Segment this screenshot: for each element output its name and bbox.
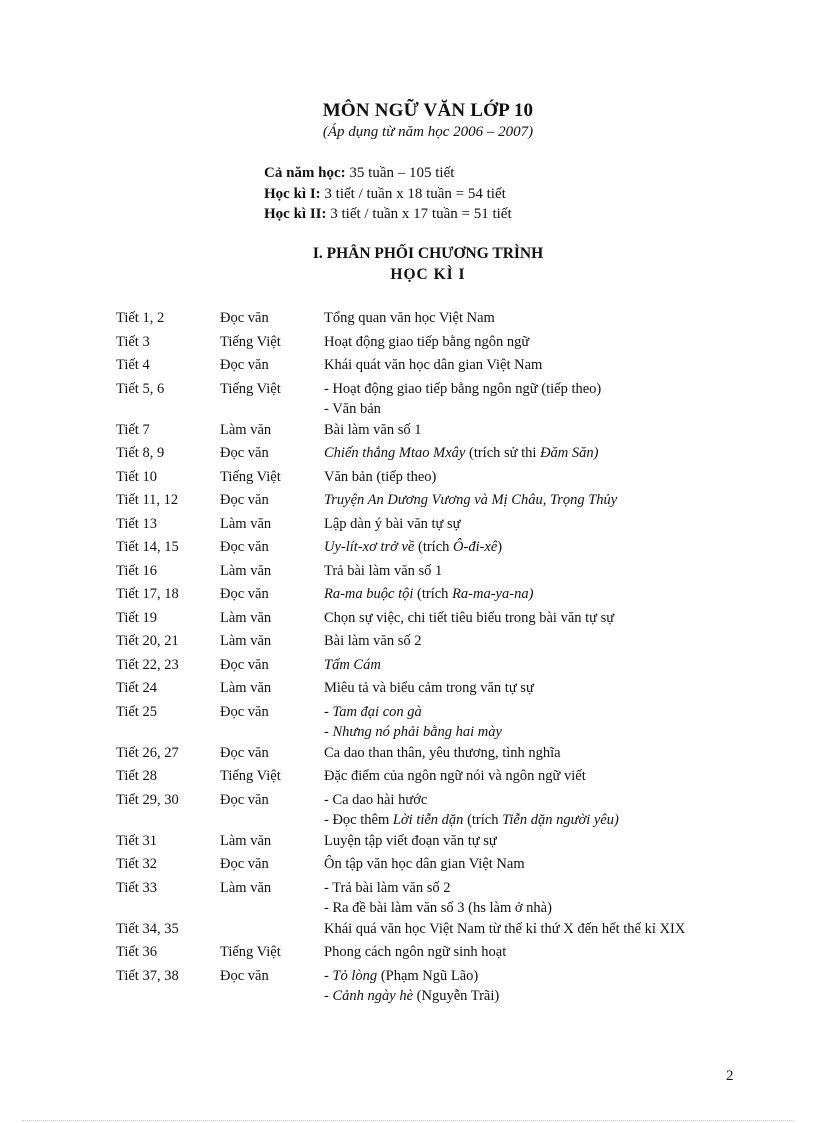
lesson-number: Tiết 8, 9: [116, 445, 165, 461]
content-line: [324, 490, 726, 511]
lesson-type: Đọc văn: [220, 744, 269, 761]
lesson-type: Đọc văn: [220, 445, 269, 461]
content-line: [324, 514, 726, 535]
content-text: Ôn tập văn học dân gian Việt Nam: [324, 856, 525, 872]
content-text: Tiễn dặn người yêu): [502, 812, 619, 828]
lesson-type: Làm văn: [220, 680, 272, 696]
lesson-content: [324, 702, 726, 743]
lesson-content: [324, 537, 726, 558]
content-line: [324, 810, 726, 831]
table-row: [116, 878, 726, 919]
table-row: [116, 561, 726, 585]
content-line: [324, 743, 726, 764]
table-row: [116, 790, 726, 831]
lesson-content: [324, 584, 726, 605]
lesson-type: Đọc văn: [220, 967, 269, 984]
table-row: [116, 537, 726, 561]
table-row: [116, 631, 726, 655]
content-text: Cảnh ngày hè: [332, 988, 414, 1004]
lesson-number: Tiết 26, 27: [116, 744, 179, 761]
lesson-number: Tiết 1, 2: [116, 310, 165, 326]
lesson-number: Tiết 36: [116, 944, 157, 960]
table-row: [116, 332, 726, 356]
content-line: [324, 766, 726, 787]
table-row: [116, 942, 726, 966]
page-title: MÔN NGỮ VĂN LỚP 10: [322, 100, 534, 121]
lesson-content: [324, 608, 726, 629]
summary-year: [264, 165, 454, 182]
section-title: I. PHÂN PHỐI CHƯƠNG TRÌNH: [312, 245, 544, 262]
lesson-number: Tiết 13: [116, 515, 157, 532]
page-divider: [22, 1120, 794, 1121]
lesson-type: Làm văn: [220, 515, 272, 532]
content-text: (trích: [463, 812, 503, 828]
lesson-content: [324, 919, 726, 940]
content-text: ): [497, 539, 503, 555]
table-row: [116, 379, 726, 420]
content-text: Khái quá văn học Việt Nam từ thế kỉ thứ X đến hết thế kỉ XIX: [324, 920, 686, 937]
content-text: Ca dao than thân, yêu thương, tình nghĩa: [324, 744, 561, 761]
content-text: Bài làm văn số 1: [324, 421, 422, 438]
lesson-type: Tiếng Việt: [220, 380, 281, 397]
content-line: [324, 678, 726, 699]
content-text: - Đọc thêm: [324, 812, 393, 828]
summary-hk1-label: Học kì I:: [264, 186, 321, 202]
content-text: (trích: [414, 539, 454, 555]
content-line: [324, 332, 726, 353]
lesson-number: Tiết 31: [116, 832, 157, 849]
lesson-number: Tiết 19: [116, 609, 157, 626]
lesson-type: Tiếng Việt: [220, 944, 281, 960]
lesson-number: Tiết 24: [116, 680, 157, 696]
lesson-content: [324, 766, 726, 787]
lesson-number: Tiết 37, 38: [116, 967, 179, 984]
lesson-number: Tiết 25: [116, 703, 157, 720]
content-text: - Trả bài làm văn số 2: [324, 879, 451, 896]
lesson-number: Tiết 34, 35: [116, 920, 179, 937]
content-text: - Văn bản: [324, 401, 381, 417]
lesson-type: Đọc văn: [220, 586, 269, 602]
lesson-content: [324, 308, 726, 329]
lesson-number: Tiết 3: [116, 333, 150, 350]
table-row: [116, 655, 726, 679]
lesson-content: [324, 467, 726, 488]
lesson-type: Đọc văn: [220, 310, 269, 326]
content-text: Tấm Cám: [324, 656, 381, 673]
page-subtitle: (Áp dụng từ năm học 2006 – 2007): [322, 124, 534, 140]
lesson-type: Làm văn: [220, 633, 272, 649]
table-row: [116, 831, 726, 855]
lesson-type: Làm văn: [220, 879, 272, 896]
content-line: [324, 966, 726, 987]
table-row: [116, 308, 726, 332]
semester-title: HỌC KÌ I: [390, 266, 466, 283]
lesson-content: [324, 878, 726, 919]
content-line: [324, 584, 726, 605]
lesson-content: [324, 332, 726, 353]
lesson-number: Tiết 29, 30: [116, 791, 179, 808]
lesson-content: [324, 355, 726, 376]
summary-hk1: [264, 186, 506, 203]
content-line: [324, 420, 726, 441]
table-row: [116, 443, 726, 467]
content-text: Truyện An Dương Vương và Mị Châu, Trọng Thủy: [324, 492, 618, 508]
content-text: -: [324, 988, 333, 1004]
content-line: [324, 898, 726, 919]
content-line: [324, 443, 726, 464]
content-text: Ra-ma buộc tội: [324, 586, 414, 602]
content-line: [324, 608, 726, 629]
table-row: [116, 514, 726, 538]
table-row: [116, 919, 726, 943]
summary-hk2-value: 3 tiết / tuần x 17 tuần = 51 tiết: [330, 206, 512, 222]
lesson-content: [324, 942, 726, 963]
lesson-content: [324, 631, 726, 652]
table-row: [116, 584, 726, 608]
content-text: Đăm Săn): [540, 445, 599, 461]
content-text: Bài làm văn số 2: [324, 633, 422, 649]
lesson-type: Làm văn: [220, 832, 272, 849]
content-text: Văn bản (tiếp theo): [324, 468, 437, 485]
summary-hk2: [264, 206, 512, 223]
table-row: [116, 743, 726, 767]
content-line: [324, 986, 726, 1007]
content-line: [324, 790, 726, 811]
content-line: [324, 655, 726, 676]
lesson-number: Tiết 16: [116, 562, 157, 579]
content-line: [324, 379, 726, 400]
content-text: Phong cách ngôn ngữ sinh hoạt: [324, 944, 507, 960]
content-text: Ra-ma-ya-na): [452, 586, 534, 602]
table-row: [116, 355, 726, 379]
table-row: [116, 467, 726, 491]
lesson-number: Tiết 20, 21: [116, 633, 179, 649]
content-text: (trích: [413, 586, 453, 602]
content-text: Ô-đi-xê: [453, 539, 498, 555]
lesson-content: [324, 490, 726, 511]
lesson-content: [324, 514, 726, 535]
content-line: [324, 308, 726, 329]
content-text: Luyện tập viết đoạn văn tự sự: [324, 832, 497, 849]
lesson-number: Tiết 14, 15: [116, 539, 179, 555]
lesson-type: Đọc văn: [220, 492, 269, 508]
lesson-type: Đọc văn: [220, 539, 269, 555]
content-text: (Phạm Ngũ Lão): [377, 967, 479, 984]
content-text: Đặc điểm của ngôn ngữ nói và ngôn ngữ viết: [324, 768, 586, 784]
lesson-content: [324, 379, 726, 420]
content-text: Nhưng nó phải bằng hai mày: [332, 724, 502, 740]
lesson-type: Tiếng Việt: [220, 468, 281, 485]
lesson-type: Làm văn: [220, 562, 272, 579]
content-line: [324, 561, 726, 582]
content-text: Tam đại con gà: [332, 703, 422, 720]
content-line: [324, 722, 726, 743]
content-text: Tổng quan văn học Việt Nam: [324, 310, 495, 326]
lesson-content: [324, 655, 726, 676]
lesson-number: Tiết 11, 12: [116, 492, 179, 508]
lesson-number: Tiết 33: [116, 879, 157, 896]
lesson-type: Đọc văn: [220, 656, 269, 673]
content-line: [324, 942, 726, 963]
lesson-type: Làm văn: [220, 421, 272, 438]
lesson-number: Tiết 28: [116, 768, 157, 784]
table-row: [116, 678, 726, 702]
content-text: - Ca dao hài hước: [324, 791, 428, 808]
content-text: -: [324, 724, 333, 740]
table-row: [116, 766, 726, 790]
page-number: 2: [726, 1068, 734, 1084]
lesson-type: Làm văn: [220, 609, 272, 626]
summary-hk1-value: 3 tiết / tuần x 18 tuần = 54 tiết: [324, 186, 506, 202]
content-line: [324, 831, 726, 852]
content-line: [324, 467, 726, 488]
lesson-number: Tiết 5, 6: [116, 380, 165, 397]
content-text: Khái quát văn học dân gian Việt Nam: [324, 357, 543, 373]
table-row: [116, 854, 726, 878]
lesson-number: Tiết 10: [116, 468, 157, 485]
lesson-number: Tiết 4: [116, 357, 150, 373]
summary-year-label: Cả năm học:: [264, 165, 346, 181]
lesson-content: [324, 854, 726, 875]
lesson-number: Tiết 22, 23: [116, 656, 179, 673]
lesson-type: Đọc văn: [220, 357, 269, 373]
lesson-type: Đọc văn: [220, 856, 269, 872]
lesson-content: [324, 561, 726, 582]
lesson-type: Tiếng Việt: [220, 768, 281, 784]
content-line: [324, 355, 726, 376]
content-text: Miêu tả và biểu cảm trong văn tự sự: [324, 680, 534, 696]
content-text: Lập dàn ý bài văn tự sự: [324, 515, 461, 532]
lesson-type: Đọc văn: [220, 703, 269, 720]
content-text: Chiến thắng Mtao Mxây: [324, 445, 466, 461]
table-row: [116, 420, 726, 444]
schedule-table: [116, 308, 726, 1007]
lesson-number: Tiết 17, 18: [116, 586, 179, 602]
table-row: [116, 966, 726, 1007]
lesson-number: Tiết 7: [116, 421, 150, 438]
content-line: [324, 919, 726, 940]
content-text: Lời tiễn dặn: [392, 812, 464, 828]
summary-hk2-label: Học kì II:: [264, 206, 327, 222]
content-text: -: [324, 967, 333, 984]
content-line: [324, 878, 726, 899]
lesson-type: Tiếng Việt: [220, 333, 281, 350]
content-text: Chọn sự việc, chi tiết tiêu biểu trong bài văn tự sự: [324, 609, 615, 626]
content-text: (trích sử thi: [465, 445, 541, 461]
content-text: Trả bài làm văn số 1: [324, 562, 443, 579]
content-text: Uy-lít-xơ trở về: [324, 539, 415, 555]
table-row: [116, 608, 726, 632]
content-text: (Nguyễn Trãi): [413, 988, 500, 1004]
content-text: - Hoạt động giao tiếp bằng ngôn ngữ (tiếp theo): [324, 380, 602, 397]
content-line: [324, 537, 726, 558]
content-line: [324, 702, 726, 723]
content-text: - Ra đề bài làm văn số 3 (hs làm ở nhà): [324, 900, 552, 916]
content-line: [324, 631, 726, 652]
lesson-content: [324, 678, 726, 699]
content-line: [324, 399, 726, 420]
lesson-content: [324, 443, 726, 464]
lesson-type: Đọc văn: [220, 791, 269, 808]
content-text: -: [324, 703, 333, 720]
table-row: [116, 490, 726, 514]
lesson-content: [324, 420, 726, 441]
content-text: Tỏ lòng: [332, 967, 378, 984]
summary-year-value: 35 tuần – 105 tiết: [349, 165, 455, 181]
table-row: [116, 702, 726, 743]
lesson-content: [324, 831, 726, 852]
lesson-content: [324, 790, 726, 831]
content-text: Hoạt động giao tiếp bằng ngôn ngữ: [324, 333, 530, 350]
lesson-content: [324, 743, 726, 764]
content-line: [324, 854, 726, 875]
lesson-content: [324, 966, 726, 1007]
lesson-number: Tiết 32: [116, 856, 157, 872]
